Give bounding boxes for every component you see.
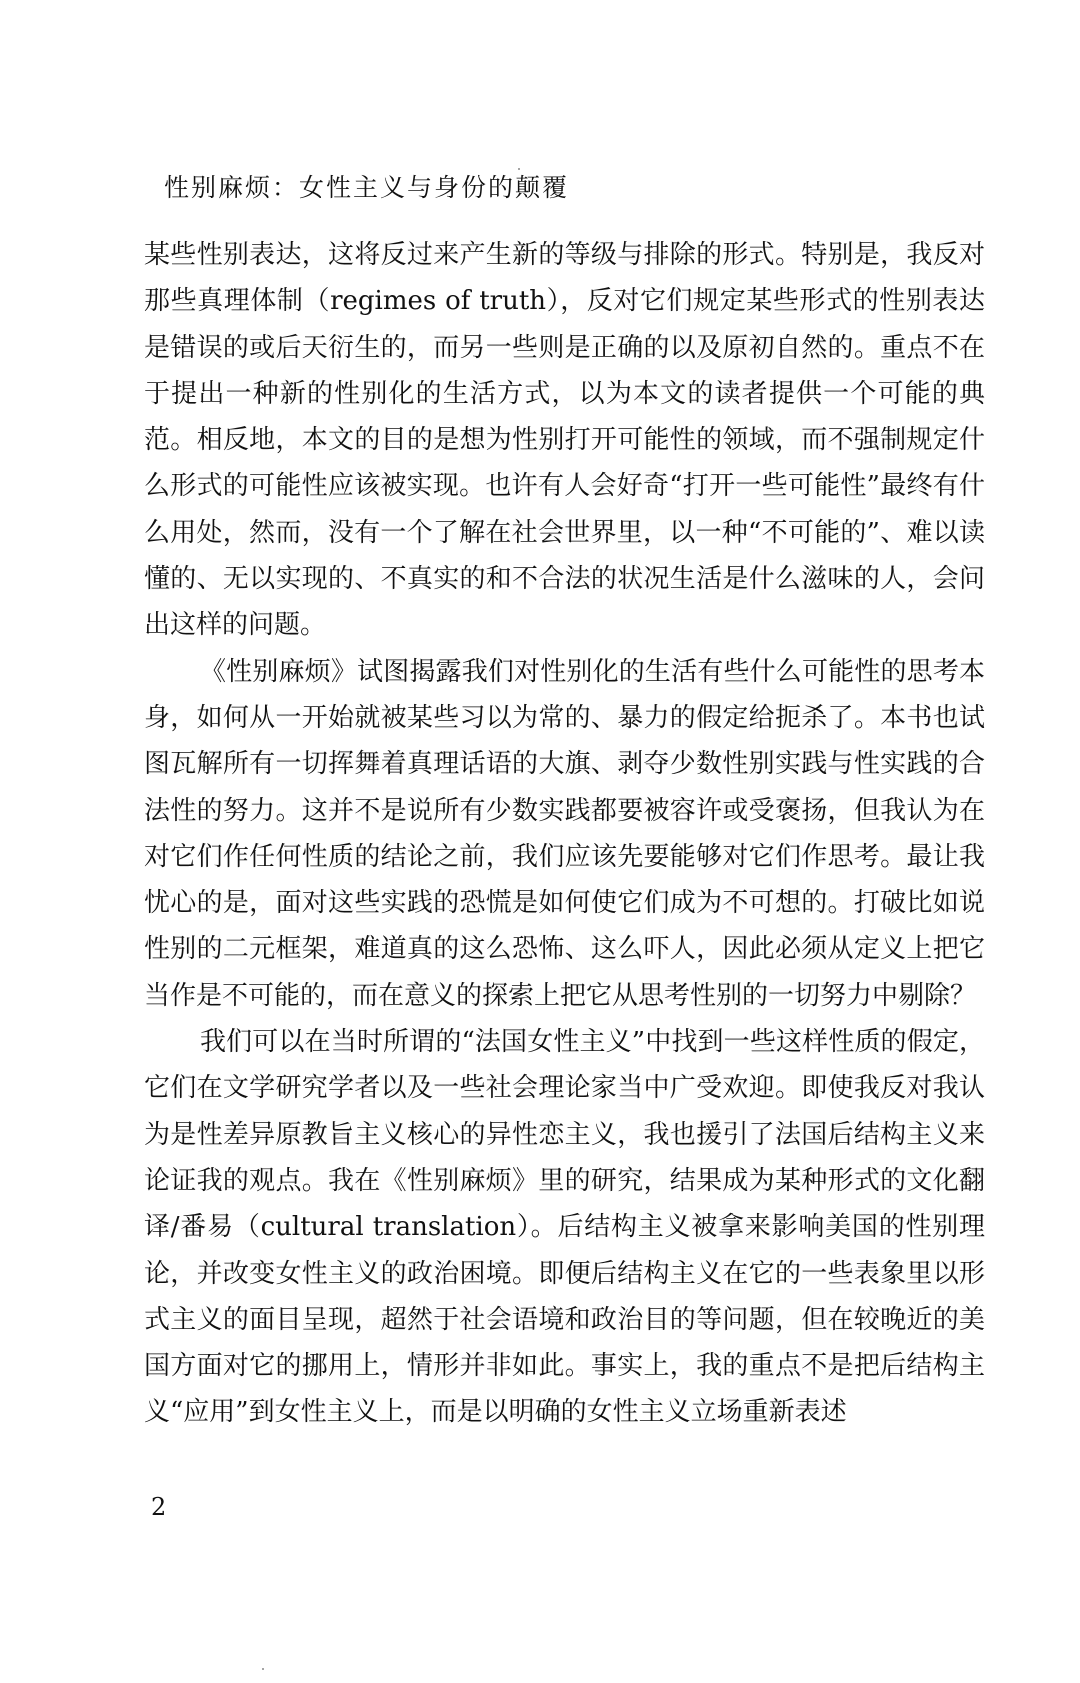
page-number: 2 bbox=[151, 1493, 167, 1521]
paragraph-1: 某些性别表达，这将反过来产生新的等级与排除的形式。特别是，我反对那些真理体制（regimes of truth），反对它们规定某些形式的性别表达是错误的或后天衍生的，而另一些则是正确的以及原初自然的。重点不在于提出一种新的性别化的生活方式，以为本文的读者提供一个可能的典范。相反地，本文的目的是想为性别打开可能性的领域，而不强制规定什么形式的可能性应该被实现。也许有人会好奇“打开一些可能性”最终有什么用处，然而，没有一个了解在社会世界里，以一种“不可能的”、难以读懂的、无以实现的、不真实的和不合法的状况生活是什么滋味的人，会问出这样的问题。 bbox=[144, 240, 985, 641]
scan-speck bbox=[518, 168, 520, 170]
scan-speck bbox=[262, 1668, 264, 1670]
body-text bbox=[144, 232, 985, 1436]
paragraph-2: 《性别麻烦》试图揭露我们对性别化的生活有些什么可能性的思考本身，如何从一开始就被某些习以为常的、暴力的假定给扼杀了。本书也试图瓦解所有一切挥舞着真理话语的大旗、剥夺少数性别实践与性实践的合法性的努力。这并不是说所有少数实践都要被容许或受褒扬，但我认为在对它们作任何性质的结论之前，我们应该先要能够对它们作思考。最让我忧心的是，面对这些实践的恐慌是如何使它们成为不可想的。打破比如说性别的二元框架，难道真的这么恐怖、这么吓人，因此必须从定义上把它当作是不可能的，而在意义的探索上把它从思考性别的一切努力中剔除？ bbox=[144, 656, 985, 1011]
paragraph-3: 我们可以在当时所谓的“法国女性主义”中找到一些这样性质的假定，它们在文学研究学者以及一些社会理论家当中广受欢迎。即使我反对我认为是性差异原教旨主义核心的异性恋主义，我也援引了法国后结构主义来论证我的观点。我在《性别麻烦》里的研究，结果成为某种形式的文化翻译/番易（cultural translation）。后结构主义被拿来影响美国的性别理论，并改变女性主义的政治困境。即便后结构主义在它的一些表象里以形式主义的面目呈现，超然于社会语境和政治目的等问题，但在较晚近的美国方面对它的挪用上，情形并非如此。事实上，我的重点不是把后结构主义“应用”到女性主义上，而是以明确的女性主义立场重新表述 bbox=[144, 1027, 985, 1428]
running-head: 性别麻烦：女性主义与身份的颠覆 bbox=[164, 173, 570, 202]
